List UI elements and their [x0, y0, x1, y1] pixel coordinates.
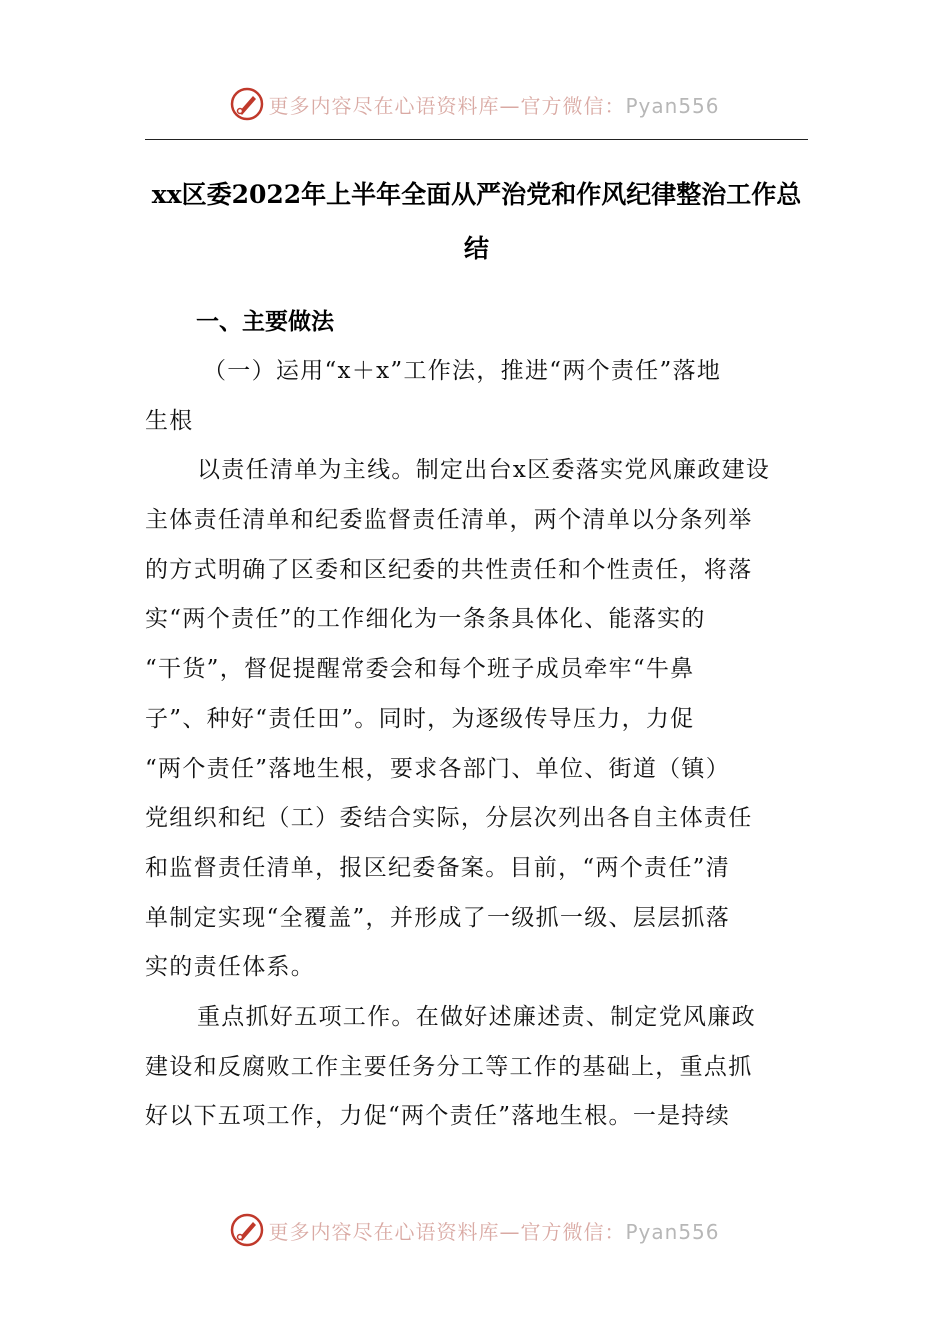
paragraph-line: 建设和反腐败工作主要任务分工等工作的基础上，重点抓	[145, 1053, 753, 1080]
header-banner	[0, 84, 950, 124]
document-body	[145, 347, 808, 1142]
paragraph-line: 单制定实现“全覆盖”，并形成了一级抓一级、层层抓落	[145, 904, 731, 931]
footer-banner	[0, 1210, 950, 1250]
paragraph-line: 以责任清单为主线。制定出台x区委落实党风廉政建设	[197, 457, 771, 484]
footer-banner-label: 更多内容尽在心语资料库—官方微信：	[268, 1219, 626, 1244]
header-banner-text	[268, 90, 719, 119]
pen-logo-icon	[230, 1213, 264, 1247]
paragraph-line: “两个责任”落地生根，要求各部门、单位、街道（镇）	[145, 755, 731, 782]
footer-wechat-id: Pyan556	[625, 1219, 720, 1244]
header-divider	[145, 139, 808, 140]
paragraph-line: 重点抓好五项工作。在做好述廉述责、制定党风廉政	[197, 1003, 756, 1030]
section-heading: 一、主要做法	[196, 309, 334, 335]
paragraph-line: 的方式明确了区委和区纪委的共性责任和个性责任，将落	[145, 556, 753, 583]
title-line: 结	[463, 234, 489, 263]
paragraph-line: 实“两个责任”的工作细化为一条条具体化、能落实的	[145, 606, 706, 633]
paragraph-line: 好以下五项工作，力促“两个责任”落地生根。一是持续	[145, 1103, 731, 1130]
header-wechat-id: Pyan556	[625, 93, 720, 118]
pen-logo-icon	[230, 87, 264, 121]
header-banner-label: 更多内容尽在心语资料库—官方微信：	[268, 93, 626, 118]
paragraph-line: 实的责任体系。	[145, 954, 316, 981]
paragraph-line: 子”、种好“责任田”。同时，为逐级传导压力，力促	[145, 705, 695, 732]
document-title	[145, 168, 808, 276]
paragraph-line: 主体责任清单和纪委监督责任清单，两个清单以分条列举	[145, 507, 753, 534]
paragraph-line: 党组织和纪（工）委结合实际，分层次列出各自主体责任	[145, 805, 753, 832]
paragraph-line: “干货”，督促提醒常委会和每个班子成员牵牢“牛鼻	[145, 656, 695, 683]
footer-banner-text	[268, 1216, 719, 1245]
subheading-line: （一）运用“x＋x”工作法，推进“两个责任”落地	[203, 358, 722, 384]
subheading-line: 生根	[145, 407, 194, 434]
paragraph-line: 和监督责任清单，报区纪委备案。目前，“两个责任”清	[145, 854, 731, 881]
title-line: xx区委2022年上半年全面从严治党和作风纪律整治工作总	[151, 180, 802, 209]
